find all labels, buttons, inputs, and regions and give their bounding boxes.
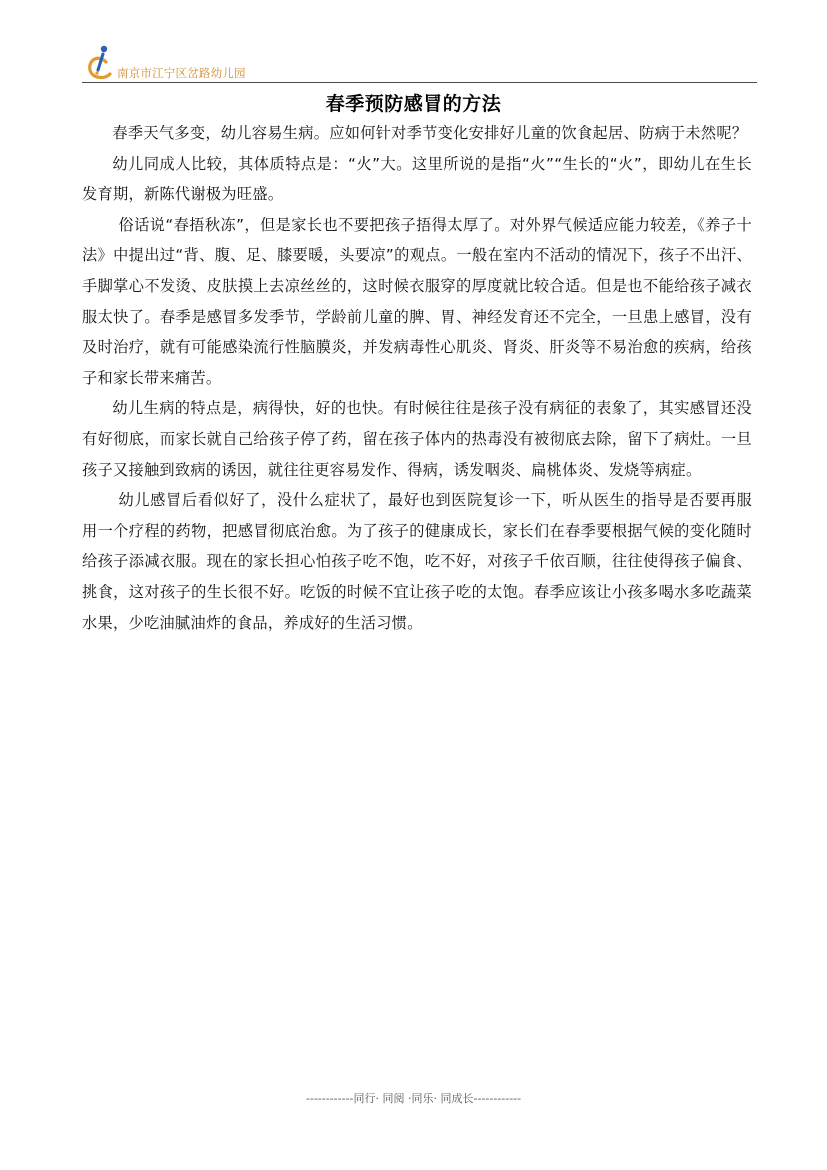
document-body xyxy=(82,118,752,638)
school-name: 南京市江宁区岔路幼儿园 xyxy=(117,66,246,80)
paragraph: 幼儿同成人比较，其体质特点是：“火”大。这里所说的是指“火”“生长的“火”，即幼儿在生长发育期，新陈代谢极为旺盛。 xyxy=(82,154,752,204)
kindergarten-logo-icon xyxy=(84,40,118,80)
paragraph: 幼儿生病的特点是，病得快，好的也快。有时候往往是孩子没有病征的表象了，其实感冒还没有好彻底，而家长就自己给孩子停了药，留在孩子体内的热毒没有被彻底去除，留下了病灶。一旦孩子又接触到致病的诱因，就往往更容易发作、得病，诱发咽炎、扁桃体炎、发烧等病症。 xyxy=(82,399,752,479)
paragraph: 俗话说“春捂秋冻”，但是家长也不要把孩子捂得太厚了。对外界气候适应能力较差，《养子十法》中提出过“背、腹、足、膝要暖，头要凉”的观点。一般在室内不活动的情况下，孩子不出汗、手脚掌心不发烫、皮肤摸上去凉丝丝的，这时候衣服穿的厚度就比较合适。但是也不能给孩子减衣服太快了。春季是感冒多发季节，学龄前儿童的脾、胃、神经发育还不完全，一旦患上感冒，没有及时治疗，就有可能感染流行性脑膜炎，并发病毒性心肌炎、肾炎、肝炎等不易治愈的疾病，给孩子和家长带来痛苦。 xyxy=(82,215,752,387)
page-footer: ------------同行· 同阅 ·同乐· 同成长------------ xyxy=(305,1092,522,1105)
document-title: 春季预防感冒的方法 xyxy=(325,93,502,115)
paragraph: 幼儿感冒后看似好了，没什么症状了，最好也到医院复诊一下，听从医生的指导是否要再服用一个疗程的药物，把感冒彻底治愈。为了孩子的健康成长，家长们在春季要根据气候的变化随时给孩子添减衣服。现在的家长担心怕孩子吃不饱，吃不好，对孩子千依百顺，往往使得孩子偏食、挑食，这对孩子的生长很不好。吃饭的时候不宜让孩子吃的太饱。春季应该让小孩多喝水多吃蔬菜水果，少吃油腻油炸的食品，养成好的生活习惯。 xyxy=(82,491,752,632)
page-header xyxy=(82,40,757,84)
header-divider xyxy=(82,82,757,83)
paragraph: 春季天气多变，幼儿容易生病。应如何针对季节变化安排好儿童的饮食起居、防病于未然呢？ xyxy=(112,124,748,142)
